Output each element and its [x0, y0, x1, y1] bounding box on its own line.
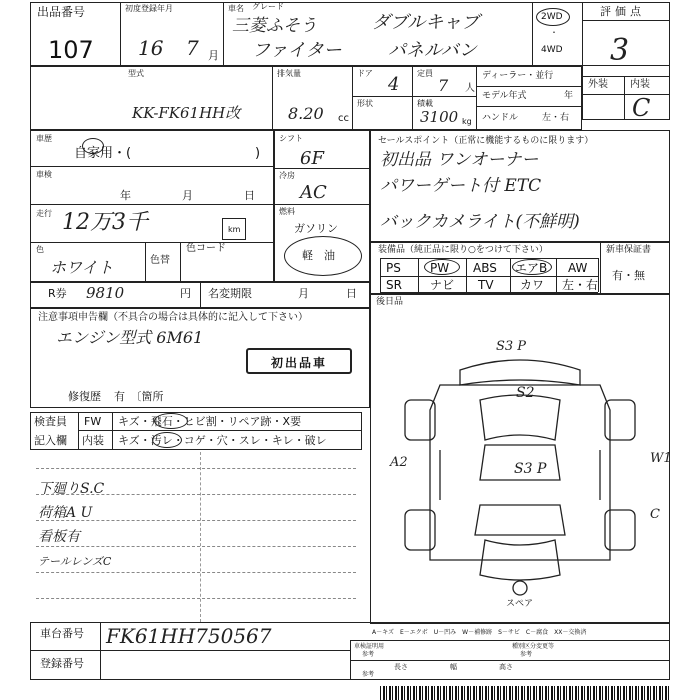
equip-abs: ABS	[473, 261, 497, 275]
grade-sub: パネルバン	[388, 40, 477, 61]
fuel-gasoline: ガソリン	[294, 222, 338, 235]
interior-grade: C	[632, 94, 651, 122]
sales-point-line-2: パワーゲート付 ETC	[380, 176, 542, 196]
fuel-label: 燃料	[279, 207, 295, 216]
rear-label: 後日品	[376, 297, 404, 307]
capacity-label: 定員	[417, 69, 433, 78]
diagram-spare-label: スペア	[506, 599, 534, 609]
inspection-day-suffix: 日	[244, 189, 255, 202]
model-value: KK-FK61HH改	[132, 104, 241, 122]
interior-label: 内装	[630, 79, 650, 90]
notes-value: エンジン型式 6M61	[56, 328, 204, 347]
inspection-year-suffix: 年	[120, 189, 131, 202]
recycle-unit: 円	[180, 287, 191, 300]
car-name: 三菱ふそう	[232, 16, 317, 36]
first-reg-year: 16	[138, 36, 164, 60]
diagram-center-label: S3 P	[514, 461, 547, 477]
category-label: 種別区分変更等	[512, 643, 555, 650]
fw-stone-circle	[154, 413, 188, 429]
repair-value: 有 〔箇所	[114, 390, 164, 403]
interior-items: キズ・汚レ・コゲ・穴・スレ・キレ・破レ	[118, 434, 327, 447]
wd-2-label: 2WD	[541, 12, 563, 22]
cooling-label: 冷房	[279, 171, 295, 180]
dealer-label: ディーラー・並行	[482, 71, 554, 81]
first-listing-badge: 初出品車	[246, 348, 352, 374]
load-unit: kg	[462, 117, 472, 126]
equip-sr: SR	[386, 278, 402, 292]
history-value: 自家用・(	[74, 146, 132, 161]
repair-label: 修復歴	[68, 390, 101, 403]
color-code-label: 色コード	[186, 243, 226, 254]
first-reg-label: 初度登録年月	[125, 4, 173, 13]
diagram-right2-label: C	[650, 507, 660, 522]
recycle-value: 9810	[86, 284, 125, 302]
capacity-value: 7	[438, 76, 449, 95]
equip-leather: カワ	[520, 278, 545, 292]
fw-label: FW	[84, 415, 102, 428]
chassis-label: 車台番号	[40, 627, 84, 640]
remark-1: 下廻りS.C	[38, 481, 105, 497]
model-label: 型式	[128, 69, 144, 78]
displacement-value: 8.20	[288, 104, 324, 123]
displacement-label: 排気量	[277, 69, 301, 78]
equipment-label: 装備品（純正品に限り○をつけて下さい）	[378, 245, 548, 255]
dims-label: 長さ 幅 高さ	[394, 663, 513, 671]
inspection-label: 車検	[36, 170, 52, 179]
mileage-unit: km	[228, 225, 241, 234]
equip-pw-circle	[424, 259, 460, 275]
equip-tv: TV	[478, 278, 494, 292]
load-label: 積載	[417, 99, 433, 108]
sales-point-line-1: 初出品 ワンオーナー	[380, 150, 539, 170]
dims-ref: 参考	[362, 671, 375, 678]
recycle-label: R券	[48, 287, 67, 300]
diagram-top-label: S2	[516, 385, 535, 401]
history-close: )	[255, 146, 261, 161]
lot-label: 出品番号	[37, 5, 86, 19]
lot-number: 107	[48, 36, 94, 64]
model-year-suffix: 年	[564, 91, 574, 101]
cert-ref: 参考	[362, 651, 375, 658]
cert-label: 車検証明用	[354, 643, 385, 650]
diagram-left-label: A2	[390, 455, 408, 470]
remark-3: 看板有	[38, 529, 80, 545]
wd-4-label: 4WD	[541, 45, 563, 55]
equip-airbag-circle	[512, 259, 552, 275]
inspector-label-1: 検査員	[34, 415, 67, 428]
displacement-unit: cc	[338, 113, 349, 124]
interior-items-label: 内装	[82, 434, 104, 447]
barcode	[380, 686, 670, 700]
inspection-month-suffix: 月	[182, 189, 193, 202]
mileage-label: 走行	[36, 209, 52, 218]
inspector-label-2: 記入欄	[34, 434, 67, 447]
handle-label: ハンドル	[482, 113, 519, 123]
car-name-label: 車名	[228, 4, 244, 13]
shift-value: 6F	[300, 148, 324, 169]
model-year-label: モデル年式	[482, 91, 527, 101]
shape-label: 形状	[357, 99, 373, 108]
diagram-right-label: W1	[650, 451, 672, 466]
exterior-label: 外装	[588, 79, 608, 90]
remark-4: テールレンズC	[38, 555, 112, 568]
equip-navi: ナビ	[430, 278, 455, 292]
color-value: ホワイト	[50, 258, 114, 277]
damage-legend: A－キズ E－エクボ U－凹み W－補修跡 S－サビ C－腐食 XX－交換済	[372, 629, 587, 636]
rating-value: 3	[610, 33, 630, 68]
history-label: 車歴	[36, 134, 52, 143]
name-change-day: 日	[346, 287, 357, 300]
equip-ps: PS	[386, 261, 401, 275]
fw-items: キズ・飛石・ヒビ割・リペア跡・X要	[118, 415, 302, 428]
diagram-front-label: S3 P	[496, 339, 527, 354]
shift-label: シフト	[279, 134, 303, 143]
rating-frame	[582, 66, 670, 120]
name-change-month: 月	[298, 287, 309, 300]
load-value: 3100	[420, 108, 459, 126]
grade: ダブルキャブ	[372, 12, 480, 33]
sales-point-label: セールスポイント（正常に機能するものに限ります）	[378, 136, 594, 146]
grade-label: グレード	[252, 2, 284, 11]
color-label: 色	[36, 245, 44, 254]
cooling-value: AC	[300, 182, 327, 203]
capacity-unit: 人	[465, 83, 475, 94]
equip-pw: PW	[430, 261, 450, 275]
reg-label: 登録番号	[40, 657, 84, 670]
category-ref: 参考	[520, 651, 533, 658]
first-reg-month: 7	[186, 36, 199, 60]
equip-aw: AW	[568, 261, 588, 275]
rating-label: 評価点	[600, 5, 645, 18]
notes-label: 注意事項申告欄（不具合の場合は具体的に記入して下さい）	[38, 312, 308, 323]
fuel-diesel: 軽 油	[302, 249, 335, 262]
wd-dot: ・	[550, 28, 558, 37]
color-repaint-label: 色替	[150, 255, 170, 266]
warranty-label: 新車保証書	[606, 245, 652, 255]
first-reg-month-suffix: 月	[208, 49, 219, 62]
equip-airbag: エアB	[515, 261, 548, 275]
equip-lr: 左・右	[562, 278, 599, 292]
chassis-value: FK61HH750567	[106, 624, 272, 648]
sales-point-line-3: バックカメライト(不鮮明)	[380, 212, 580, 232]
doors-value: 4	[388, 74, 400, 95]
mileage-value: 12万3千	[62, 210, 148, 235]
interior-dirt-circle	[152, 432, 182, 448]
car-model: ファイター	[252, 40, 342, 61]
warranty-value: 有・無	[612, 269, 645, 282]
handle-value: 左・右	[542, 113, 570, 123]
remark-2: 荷箱A U	[38, 505, 93, 521]
name-change-label: 名変期限	[208, 287, 252, 300]
doors-label: ドア	[357, 69, 373, 78]
